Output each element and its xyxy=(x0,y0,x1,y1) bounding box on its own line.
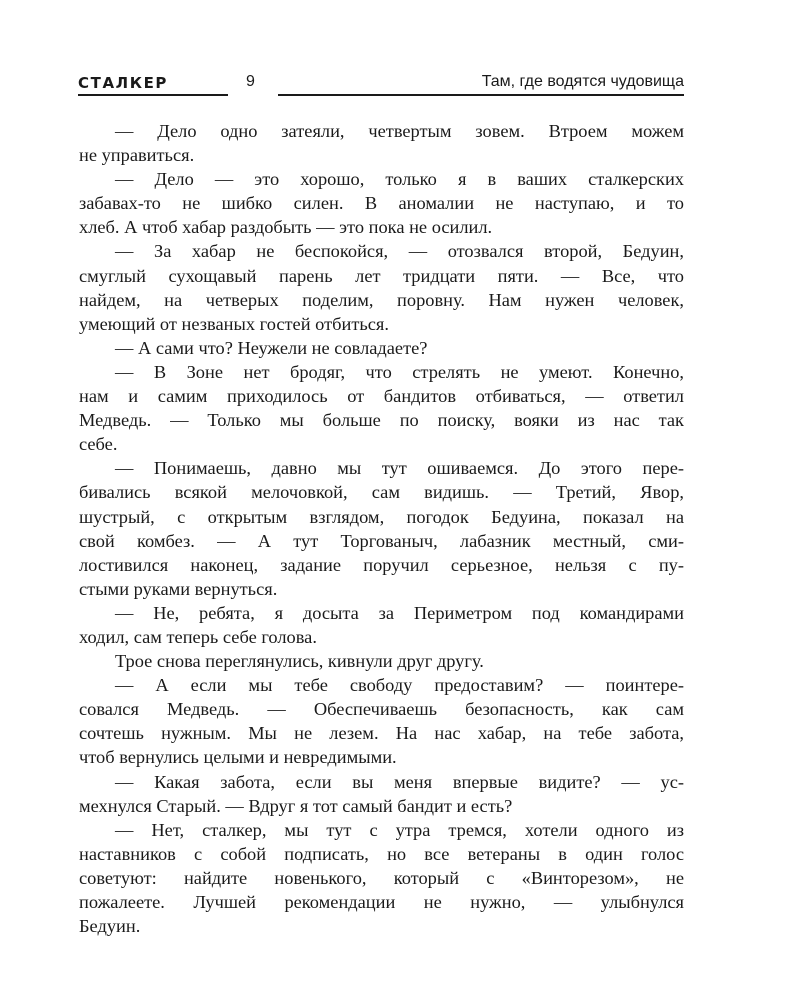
text-line: стыми руками вернуться. xyxy=(79,578,278,599)
text-line: забавах-то не шибко силен. В аномалии не наступаю, и то xyxy=(79,193,684,214)
text-line: — Дело одно затеяли, четвертым зовем. Втроем можем xyxy=(115,121,684,141)
text-line: — Не, ребята, я досыта за Периметром под командирами xyxy=(115,602,684,623)
text-line: совался Медведь. — Обеспечиваешь безопасность, как сам xyxy=(79,699,684,720)
text-line: — За хабар не беспокойся, — отозвался второй, Бедуин, xyxy=(115,241,684,262)
text-line: умеющий от незваных гостей отбиться. xyxy=(79,313,389,334)
text-line: Трое снова переглянулись, кивнули друг другу. xyxy=(115,651,484,672)
text-line: Бедуин. xyxy=(79,916,141,937)
text-line: лостивился наконец, задание поручил серьезное, нельзя с пу- xyxy=(79,554,684,575)
text-line: советуют: найдите новенького, который с «Винторезом», не xyxy=(79,867,684,888)
text-line: ходил, сам теперь себе голова. xyxy=(79,626,317,647)
text-line: Медведь. — Только мы больше по поиску, вояки из нас так xyxy=(79,410,684,431)
series-title: СТАЛКЕР xyxy=(78,74,169,92)
text-line: найдем, на четверых поделим, поровну. Нам нужен человек, xyxy=(79,289,684,310)
chapter-title: Там, где водятся чудовища xyxy=(481,73,684,90)
text-line: хлеб. А чтоб хабар раздобыть — это пока не осилил. xyxy=(79,217,493,238)
text-line: себе. xyxy=(79,434,118,455)
text-line: — Понимаешь, давно мы тут ошиваемся. До этого пере- xyxy=(115,458,684,479)
text-line: — А сами что? Неужели не совладаете? xyxy=(115,337,428,358)
text-line: наставников с собой подписать, но все ветераны в один голос xyxy=(79,843,684,864)
body-text xyxy=(79,119,684,938)
text-line: не управиться. xyxy=(79,145,195,166)
text-line: бивались всякой мелочовкой, сам видишь. — Третий, Явор, xyxy=(79,482,684,503)
header-rule-left xyxy=(78,94,228,96)
text-line: — А если мы тебе свободу предоставим? — поинтере- xyxy=(115,675,684,696)
header-rule-right xyxy=(278,94,684,96)
text-line: мехнулся Старый. — Вдруг я тот самый бандит и есть? xyxy=(79,795,513,816)
text-line: — В Зоне нет бродяг, что стрелять не умеют. Конечно, xyxy=(115,361,684,382)
running-head xyxy=(78,72,684,98)
text-line: — Какая забота, если вы меня впервые видите? — ус- xyxy=(115,771,684,792)
text-line: чтоб вернулись целыми и невредимыми. xyxy=(79,747,397,768)
page-number: 9 xyxy=(246,73,255,90)
text-line: — Дело — это хорошо, только я в ваших сталкерских xyxy=(115,169,684,190)
text-line: свой комбез. — А тут Торгованыч, лабазник местный, сми- xyxy=(79,530,684,551)
text-line: нам и самим приходилось от бандитов отбиваться, — ответил xyxy=(79,386,684,407)
text-line: сочтешь нужным. Мы не лезем. На нас хабар, на тебе забота, xyxy=(79,723,684,744)
text-line: пожалеете. Лучшей рекомендации не нужно, — улыбнулся xyxy=(79,892,684,912)
text-line: — Нет, сталкер, мы тут с утра тремся, хотели одного из xyxy=(115,819,684,840)
text-line: шустрый, с открытым взглядом, погодок Бедуина, показал на xyxy=(79,506,684,527)
text-line: смуглый сухощавый парень лет тридцати пяти. — Все, что xyxy=(79,265,684,286)
